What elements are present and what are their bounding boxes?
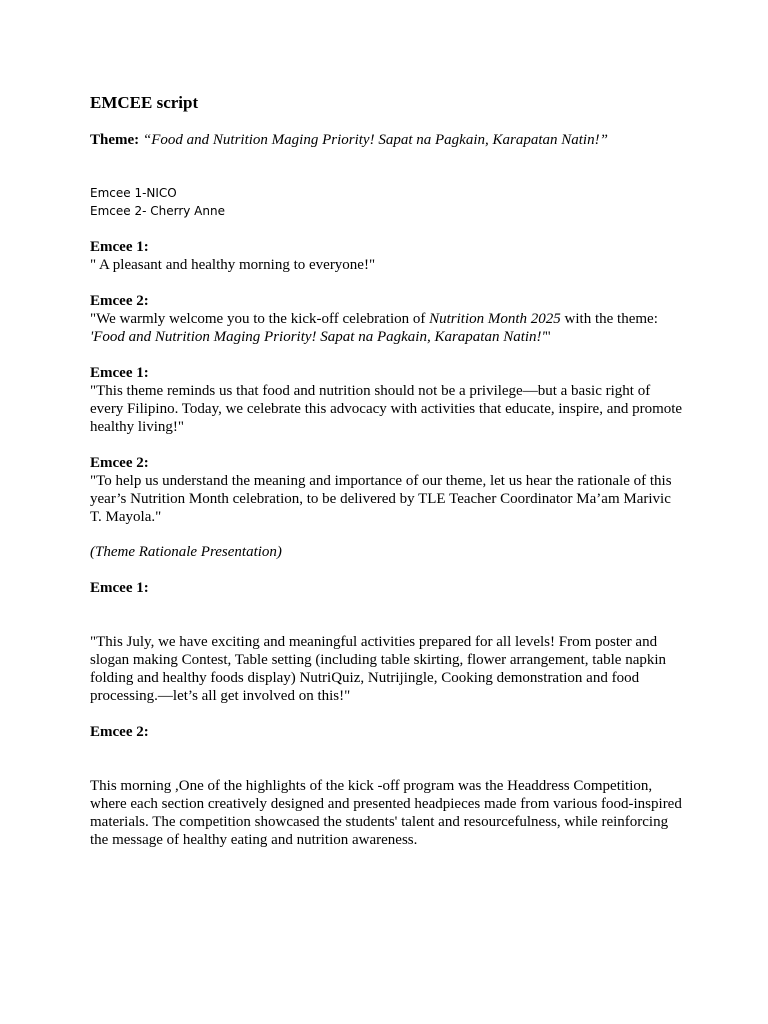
script-section <box>90 238 686 274</box>
stage-note: (Theme Rationale Presentation) <box>90 544 282 560</box>
script-section <box>90 723 686 741</box>
emcee-list <box>90 184 225 220</box>
emcee-list-item: Emcee 2- Cherry Anne <box>90 204 225 218</box>
theme-label: Theme: <box>90 132 140 148</box>
speaker-label: Emcee 1: <box>90 365 149 381</box>
script-section <box>90 543 686 561</box>
script-section <box>90 292 686 346</box>
speaker-line-emphasis: 'Food and Nutrition Maging Priority! Sapat na Pagkain, Karapatan Natin!' <box>90 329 545 345</box>
speaker-label: Emcee 2: <box>90 455 149 471</box>
speaker-line: " A pleasant and healthy morning to everyone!" <box>90 257 376 273</box>
speaker-line-text: with the theme: <box>560 311 658 327</box>
script-section <box>90 454 686 526</box>
speaker-line-emphasis: Nutrition Month 2025 <box>429 311 561 327</box>
speaker-line: "This July, we have exciting and meaningful activities prepared for all levels! From poster and slogan making Contest, Table setting (including table skirting, flower arrangement, table napkin folding and healthy foods display) NutriQuiz, Nutrijingle, Cooking demonstration and food processing.—let’s all get involved on this!" <box>90 634 667 704</box>
speaker-line: "This theme reminds us that food and nutrition should not be a privilege—but a basic right of every Filipino. Today, we celebrate this advocacy with activities that educate, inspire, and promote healthy living!" <box>90 383 683 435</box>
speaker-line <box>90 310 686 346</box>
script-section <box>90 579 686 597</box>
script-section <box>90 364 686 436</box>
document-title: EMCEE script <box>90 93 199 112</box>
script-section-body <box>90 777 686 849</box>
emcee-list-item: Emcee 1-NICO <box>90 186 177 200</box>
script-section-body <box>90 633 686 705</box>
speaker-label: Emcee 1: <box>90 580 149 596</box>
speaker-line-text: "We warmly welcome you to the kick-off celebration of <box>90 311 430 327</box>
speaker-label: Emcee 2: <box>90 293 149 309</box>
theme-line <box>90 130 608 150</box>
speaker-line: "To help us understand the meaning and importance of our theme, let us hear the rationale of this year’s Nutrition Month celebration, to be delivered by TLE Teacher Coordinator Ma’am Marivic T. Mayola." <box>90 473 672 525</box>
speaker-line: This morning ,One of the highlights of the kick -off program was the Headdress Competition, where each section creatively designed and presented headpieces made from various food-inspired materials. The competition showcased the students' talent and resourcefulness, while reinforcing the message of healthy eating and nutrition awareness. <box>90 778 682 848</box>
speaker-label: Emcee 2: <box>90 724 149 740</box>
theme-text: “Food and Nutrition Maging Priority! Sapat na Pagkain, Karapatan Natin!” <box>142 132 608 148</box>
speaker-label: Emcee 1: <box>90 239 149 255</box>
speaker-line-text: " <box>544 329 551 345</box>
